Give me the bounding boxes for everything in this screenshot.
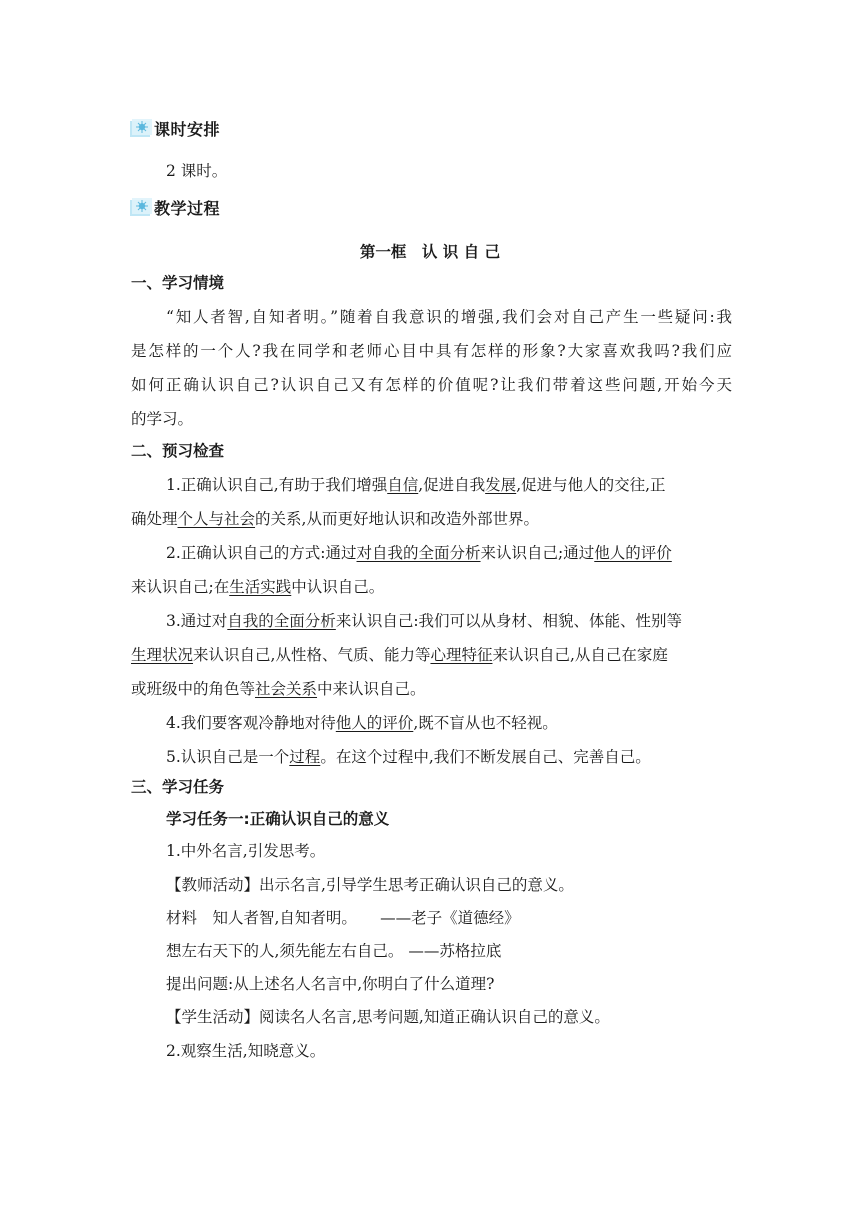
answer-blank: 他人的评价 [335, 714, 414, 732]
answer-blank: 社会关系 [255, 680, 318, 698]
schedule-text: 2 课时。 [166, 162, 228, 180]
task-line: 提出问题:从上述名人名言中,你明白了什么道理? [166, 975, 495, 993]
answer-blank: 发展 [485, 476, 517, 494]
section-marker-icon [130, 119, 152, 139]
section-marker-icon [130, 198, 152, 218]
part1-heading: 一、学习情境 [131, 274, 225, 292]
section-title: 教学过程 [154, 199, 221, 218]
paragraph-line: 是怎样的一个人?我在同学和老师心目中具有怎样的形象?大家喜欢我吗?我们应 [131, 342, 732, 360]
answer-blank: 自我的全面分析 [227, 612, 336, 630]
answer-blank: 对自我的全面分析 [356, 544, 481, 562]
answer-blank: 他人的评价 [594, 544, 672, 562]
review-line-4: 来认识自己;在生活实践中认识自己。 [131, 578, 385, 596]
review-line-3: 2.正确认识自己的方式:通过对自我的全面分析来认识自己;通过他人的评价 [166, 544, 672, 562]
section-schedule [130, 117, 220, 140]
review-line-8: 4.我们要客观冷静地对待他人的评价,既不盲从也不轻视。 [166, 714, 558, 732]
answer-blank: 过程 [289, 748, 321, 766]
review-line-7: 或班级中的角色等社会关系中来认识自己。 [131, 680, 426, 698]
task-line: 【教师活动】出示名言,引导学生思考正确认识自己的意义。 [166, 876, 574, 894]
part3-heading: 三、学习任务 [131, 778, 225, 796]
section-title: 课时安排 [154, 120, 221, 139]
review-line-6: 生理状况来认识自己,从性格、气质、能力等心理特征来认识自己,从自己在家庭 [131, 646, 668, 664]
paragraph-line: “知人者智,自知者明。”随着自我意识的增强,我们会对自己产生一些疑问:我 [166, 308, 732, 326]
task-line: 2.观察生活,知晓意义。 [166, 1042, 326, 1060]
paragraph-line: 如何正确认识自己?认识自己又有怎样的价值呢?让我们带着这些问题,开始今天 [131, 376, 732, 394]
answer-blank: 个人与社会 [177, 510, 256, 528]
answer-blank: 自信 [387, 476, 419, 494]
answer-blank: 心理特征 [430, 646, 493, 664]
paragraph-line: 的学习。 [131, 410, 194, 428]
answer-blank: 生活实践 [229, 578, 292, 596]
task-line: 【学生活动】阅读名人名言,思考问题,知道正确认识自己的意义。 [166, 1008, 610, 1026]
task-line: 想左右天下的人,须先能左右自己。 ——苏格拉底 [166, 942, 502, 960]
review-line-1: 1.正确认识自己,有助于我们增强自信,促进自我发展,促进与他人的交往,正 [166, 476, 666, 494]
review-line-5: 3.通过对自我的全面分析来认识自己:我们可以从身材、相貌、体能、性别等 [166, 612, 683, 630]
review-line-2: 确处理个人与社会的关系,从而更好地认识和改造外部世界。 [131, 510, 539, 528]
section-process [130, 196, 220, 219]
task-title: 学习任务一:正确认识自己的意义 [166, 810, 390, 828]
task-line: 材料 知人者智,自知者明。 ——老子《道德经》 [166, 909, 520, 927]
answer-blank: 生理状况 [131, 646, 194, 664]
part2-heading: 二、预习检查 [131, 442, 225, 460]
frame-title: 第一框 认 识 自 己 [359, 243, 501, 261]
task-line: 1.中外名言,引发思考。 [166, 842, 326, 860]
review-line-9: 5.认识自己是一个过程。在这个过程中,我们不断发展自己、完善自己。 [166, 748, 651, 766]
